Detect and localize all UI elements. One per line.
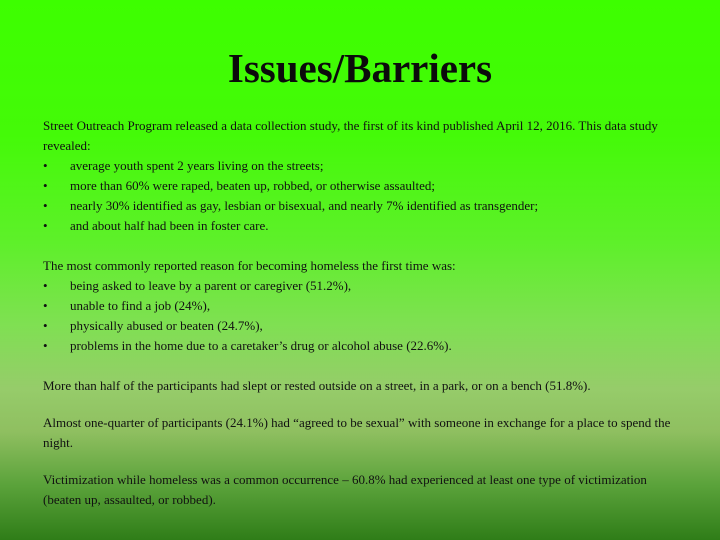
study-findings-list — [43, 156, 683, 236]
list-item: • average youth spent 2 years living on the streets; — [43, 156, 683, 176]
list-item: • problems in the home due to a caretaker’s drug or alcohol abuse (22.6%). — [43, 336, 683, 356]
slide-content — [43, 116, 683, 510]
bullet-icon: • — [43, 338, 48, 353]
reasons-intro: The most commonly reported reason for becoming homeless the first time was: — [43, 258, 456, 273]
list-item: • nearly 30% identified as gay, lesbian or bisexual, and nearly 7% identified as transgender; — [43, 196, 683, 216]
list-item: • and about half had been in foster care. — [43, 216, 683, 236]
study-intro: Street Outreach Program released a data collection study, the first of its kind published April 12, 2016. This data study revealed: — [43, 118, 658, 153]
bullet-icon: • — [43, 178, 48, 193]
bullet-icon: • — [43, 198, 48, 213]
list-item: • physically abused or beaten (24.7%), — [43, 316, 683, 336]
victimization-paragraph: Victimization while homeless was a common occurrence – 60.8% had experienced at least one type of victimization (beaten up, assaulted, or robbed). — [43, 472, 647, 507]
bullet-icon: • — [43, 298, 48, 313]
bullet-icon: • — [43, 158, 48, 173]
bullet-icon: • — [43, 218, 48, 233]
bullet-icon: • — [43, 278, 48, 293]
bullet-icon: • — [43, 318, 48, 333]
survival-sex-paragraph: Almost one-quarter of participants (24.1%) had “agreed to be sexual” with someone in exchange for a place to spend the night. — [43, 415, 671, 450]
slide-title: Issues/Barriers — [227, 45, 493, 91]
list-item: • unable to find a job (24%), — [43, 296, 683, 316]
reasons-list — [43, 276, 683, 356]
outdoor-sleeping-paragraph: More than half of the participants had slept or rested outside on a street, in a park, or on a bench (51.8%). — [43, 378, 591, 393]
list-item: • being asked to leave by a parent or caregiver (51.2%), — [43, 276, 683, 296]
list-item: • more than 60% were raped, beaten up, robbed, or otherwise assaulted; — [43, 176, 683, 196]
